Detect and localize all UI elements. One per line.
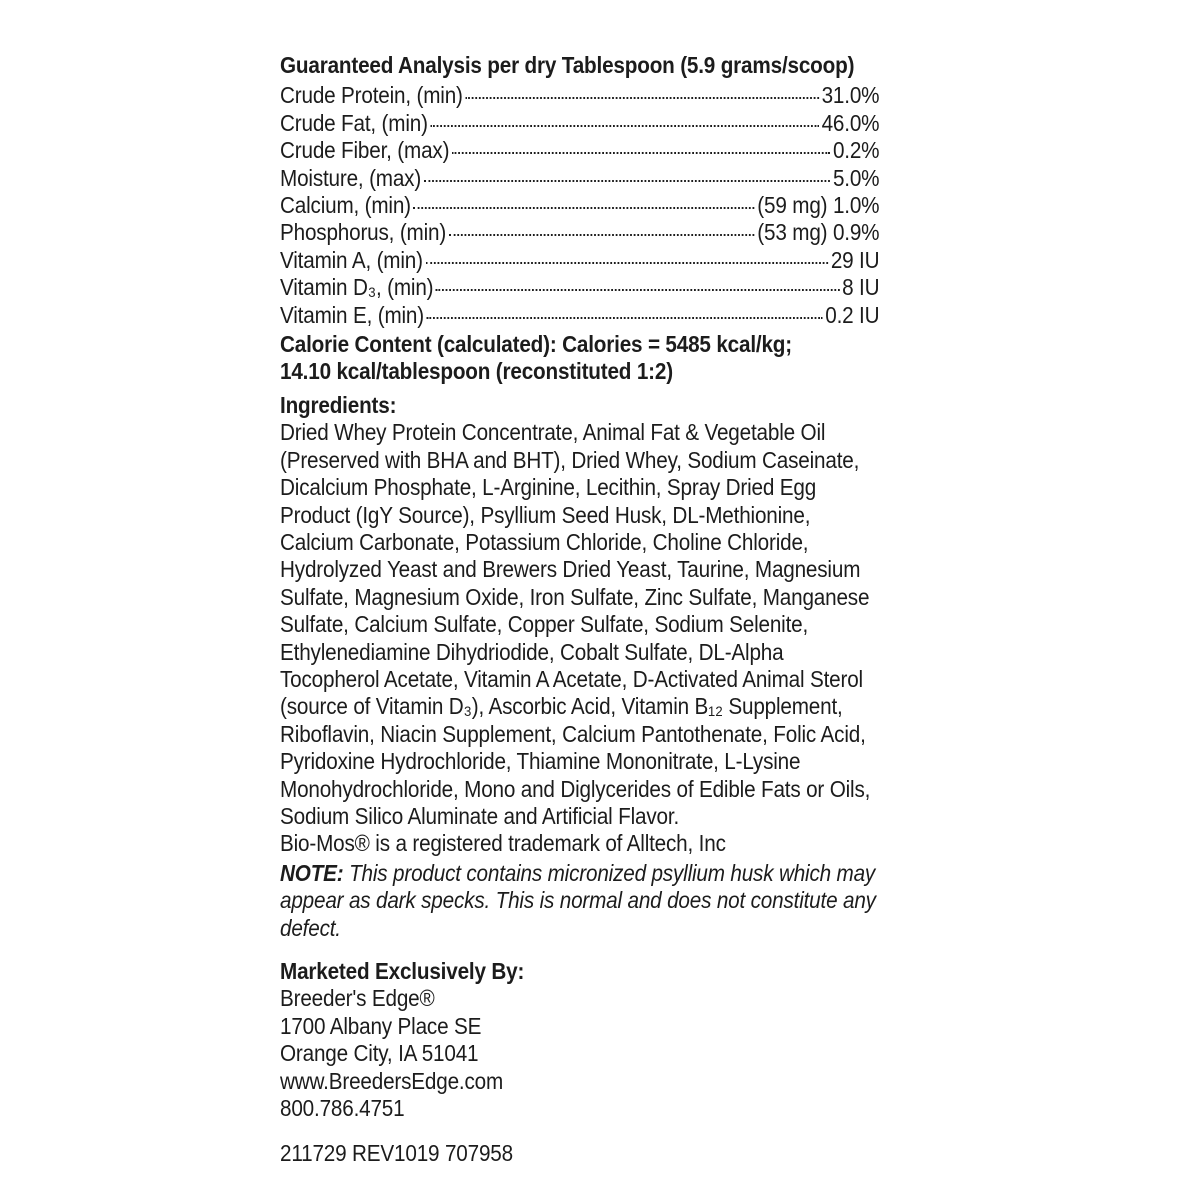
analysis-row-label: Calcium, (min) bbox=[280, 192, 411, 219]
calorie-content bbox=[280, 331, 879, 386]
analysis-row-value: 31.0% bbox=[821, 82, 880, 109]
product-note bbox=[280, 860, 879, 942]
analysis-row bbox=[280, 82, 879, 109]
product-code: 211729 REV1019 707958 bbox=[280, 1140, 513, 1167]
calorie-content-line2: 14.10 kcal/tablespoon (reconstituted 1:2) bbox=[280, 358, 673, 385]
analysis-row-value: 0.2 IU bbox=[825, 301, 880, 328]
analysis-row-label: Vitamin A, (min) bbox=[280, 246, 423, 273]
analysis-row-value: 46.0% bbox=[821, 109, 880, 136]
dot-leader bbox=[414, 207, 755, 209]
address-street: 1700 Albany Place SE bbox=[280, 1012, 482, 1039]
analysis-row-label: Moisture, (max) bbox=[280, 164, 422, 191]
analysis-row-label: Crude Fiber, (max) bbox=[280, 137, 450, 164]
analysis-row bbox=[280, 192, 879, 219]
analysis-row bbox=[280, 247, 879, 274]
analysis-row-label: Crude Protein, (min) bbox=[280, 82, 463, 109]
analysis-row-value: (53 mg) 0.9% bbox=[757, 219, 880, 246]
analysis-row bbox=[280, 165, 879, 192]
analysis-row bbox=[280, 219, 879, 246]
analysis-row-value: 8 IU bbox=[842, 274, 880, 301]
dot-leader bbox=[465, 97, 818, 99]
dot-leader bbox=[427, 317, 823, 319]
dot-leader bbox=[431, 125, 819, 127]
analysis-row bbox=[280, 137, 879, 164]
website-text: www.BreedersEdge.com bbox=[280, 1067, 504, 1094]
address-city: Orange City, IA 51041 bbox=[280, 1040, 479, 1067]
note-label: NOTE: bbox=[280, 859, 344, 886]
analysis-row-label: Phosphorus, (min) bbox=[280, 219, 447, 246]
marketed-by-heading: Marketed Exclusively By: bbox=[280, 958, 525, 984]
analysis-row-label: Vitamin D₃, (min) bbox=[280, 274, 434, 301]
ingredients-heading: Ingredients: bbox=[280, 391, 397, 418]
analysis-row-label: Vitamin E, (min) bbox=[280, 301, 424, 328]
analysis-row-value: (59 mg) 1.0% bbox=[757, 192, 880, 219]
guaranteed-analysis-title: Guaranteed Analysis per dry Tablespoon (5.9 grams/scoop) bbox=[280, 52, 855, 78]
analysis-row-label: Crude Fat, (min) bbox=[280, 109, 428, 136]
marketed-by-block bbox=[280, 985, 879, 1122]
guaranteed-analysis-table bbox=[280, 82, 879, 329]
analysis-row-value: 0.2% bbox=[832, 137, 880, 164]
trademark-note: Bio-Mos® is a registered trademark of Alltech, Inc bbox=[280, 830, 726, 857]
label-content bbox=[280, 52, 879, 1168]
dot-leader bbox=[449, 234, 755, 236]
ingredients-text: Dried Whey Protein Concentrate, Animal Fat & Vegetable Oil (Preserved with BHA and BHT), Dried Whey, Sodium Caseinate, Dicalcium Phosphate, L-Arginine, Lecithin, Spray Dried Egg Product (IgY Source), Psyllium Seed Husk, DL-Methionine, Calcium Carbonate, Potassium Chloride, Choline Chloride, Hydrolyzed Yeast and Brewers Dried Yeast, Taurine, Magnesium Sulfate, Magnesium Oxide, Iron Sulfate, Zinc Sulfate, Manganese Sulfate, Calcium Sulfate, Copper Sulfate, Sodium Selenite, Ethylenediamine Dihydriodide, Cobalt Sulfate, DL-Alpha Tocopherol Acetate, Vitamin A Acetate, D-Activated Animal Sterol (source of Vitamin D₃), Ascorbic Acid, Vitamin B₁₂ Supplement, Riboflavin, Niacin Supplement, Calcium Pantothenate, Folic Acid, Pyridoxine Hydrochloride, Thiamine Mononitrate, L-Lysine Monohydrochloride, Mono and Diglycerides of Edible Fats or Oils, Sodium Silico Aluminate and Artificial Flavor. bbox=[280, 419, 871, 829]
dot-leader bbox=[452, 152, 830, 154]
dot-leader bbox=[436, 289, 839, 291]
dot-leader bbox=[424, 180, 830, 182]
dot-leader bbox=[426, 262, 829, 264]
analysis-row bbox=[280, 110, 879, 137]
analysis-row bbox=[280, 302, 879, 329]
note-text: This product contains micronized psyllium husk which may appear as dark specks. This is normal and does not constitute any defect. bbox=[280, 859, 876, 941]
calorie-content-line1: Calorie Content (calculated): Calories = 5485 kcal/kg; bbox=[280, 331, 792, 358]
company-name: Breeder's Edge® bbox=[280, 985, 435, 1012]
phone-number: 800.786.4751 bbox=[280, 1095, 405, 1122]
analysis-row-value: 29 IU bbox=[830, 246, 880, 273]
analysis-row bbox=[280, 274, 879, 301]
analysis-row-value: 5.0% bbox=[832, 164, 880, 191]
